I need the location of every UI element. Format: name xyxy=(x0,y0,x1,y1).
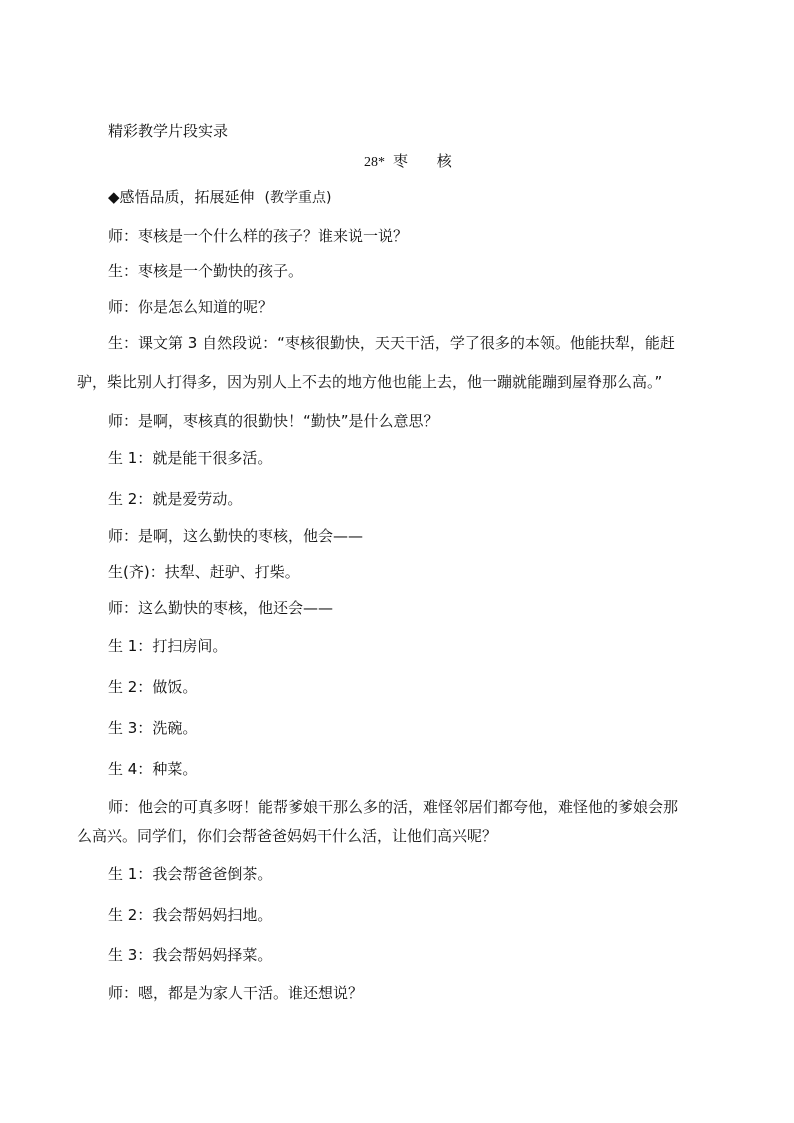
speaker-label: 生 2： xyxy=(108,490,153,508)
speaker-label: 生 2： xyxy=(108,678,153,696)
dialogue-line xyxy=(108,677,197,697)
dialogue-text: 就是爱劳动。 xyxy=(152,490,243,508)
dialogue-line xyxy=(108,526,363,546)
dialogue-text: 我会帮爸爸倒茶。 xyxy=(152,865,273,883)
speaker-label: 生 1： xyxy=(108,449,153,467)
dialogue-line xyxy=(108,797,678,817)
dialogue-text: 么高兴。同学们，你们会帮爸爸妈妈干什么活，让他们高兴呢？ xyxy=(77,827,498,845)
speaker-label: 生 1： xyxy=(108,637,153,655)
dialogue-line xyxy=(108,718,197,738)
section-heading-text: ◆感悟品质，拓展延伸 xyxy=(108,188,255,206)
dialogue-line xyxy=(108,333,675,353)
speaker-label: 生 3： xyxy=(108,946,153,964)
dialogue-line xyxy=(108,489,242,509)
dialogue-line xyxy=(108,864,272,884)
section-note: (教学重点) xyxy=(264,190,332,206)
lesson-heading xyxy=(364,151,464,173)
dialogue-text: 枣核是一个勤快的孩子。 xyxy=(138,262,304,280)
speaker-label: 生： xyxy=(108,262,139,280)
document-title: 精彩教学片段实录 xyxy=(108,122,229,140)
speaker-label: 师： xyxy=(108,599,139,617)
lesson-number: 28* xyxy=(364,155,385,170)
dialogue-text: 我会帮妈妈扫地。 xyxy=(152,906,273,924)
dialogue-line-continued xyxy=(77,372,662,392)
dialogue-text: 你是怎么知道的呢？ xyxy=(138,298,274,316)
dialogue-line-continued xyxy=(77,826,497,846)
dialogue-line xyxy=(108,759,197,779)
dialogue-text: 课文第 3 自然段说：“枣核很勤快，天天干活，学了很多的本领。他能扶犁，能赶 xyxy=(138,334,675,352)
dialogue-line xyxy=(108,945,272,965)
dialogue-text: 扶犁、赶驴、打柴。 xyxy=(164,563,300,581)
dialogue-text: 我会帮妈妈择菜。 xyxy=(152,946,273,964)
dialogue-text: 做饭。 xyxy=(152,678,198,696)
dialogue-line xyxy=(108,562,300,582)
speaker-label: 生 4： xyxy=(108,760,153,778)
dialogue-line xyxy=(108,297,273,317)
speaker-label: 生 1： xyxy=(108,865,153,883)
dialogue-text: 打扫房间。 xyxy=(152,637,228,655)
speaker-label: 师： xyxy=(108,227,139,245)
dialogue-text: 是啊，这么勤快的枣核，他会—— xyxy=(138,527,364,545)
dialogue-text: 就是能干很多活。 xyxy=(152,449,273,467)
dialogue-line xyxy=(108,261,303,281)
speaker-label: 师： xyxy=(108,527,139,545)
dialogue-text: 他会的可真多呀！能帮爹娘干那么多的活，难怪邻居们都夸他，难怪他的爹娘会那 xyxy=(138,798,679,816)
speaker-label: 生 2： xyxy=(108,906,153,924)
speaker-label: 生(齐)： xyxy=(108,563,165,581)
section-heading xyxy=(108,187,331,208)
dialogue-line xyxy=(108,598,333,618)
speaker-label: 生 3： xyxy=(108,719,153,737)
speaker-label: 师： xyxy=(108,798,139,816)
dialogue-text: 是啊，枣核真的很勤快！“勤快”是什么意思？ xyxy=(138,412,439,430)
dialogue-text: 这么勤快的枣核，他还会—— xyxy=(138,599,334,617)
dialogue-text: 枣核是一个什么样的孩子？谁来说一说？ xyxy=(138,227,409,245)
dialogue-line xyxy=(108,448,272,468)
dialogue-line xyxy=(108,905,272,925)
speaker-label: 师： xyxy=(108,298,139,316)
lesson-title: 枣 核 xyxy=(393,152,464,170)
dialogue-text: 驴，柴比别人打得多，因为别人上不去的地方他也能上去，他一蹦就能蹦到屋脊那么高。” xyxy=(77,373,663,391)
speaker-label: 生： xyxy=(108,334,139,352)
speaker-label: 师： xyxy=(108,412,139,430)
dialogue-line xyxy=(108,411,439,431)
dialogue-line xyxy=(108,983,363,1003)
dialogue-line xyxy=(108,226,408,246)
dialogue-line xyxy=(108,636,227,656)
dialogue-text: 嗯，都是为家人干活。谁还想说？ xyxy=(138,984,364,1002)
dialogue-text: 种菜。 xyxy=(152,760,198,778)
speaker-label: 师： xyxy=(108,984,139,1002)
dialogue-text: 洗碗。 xyxy=(152,719,198,737)
